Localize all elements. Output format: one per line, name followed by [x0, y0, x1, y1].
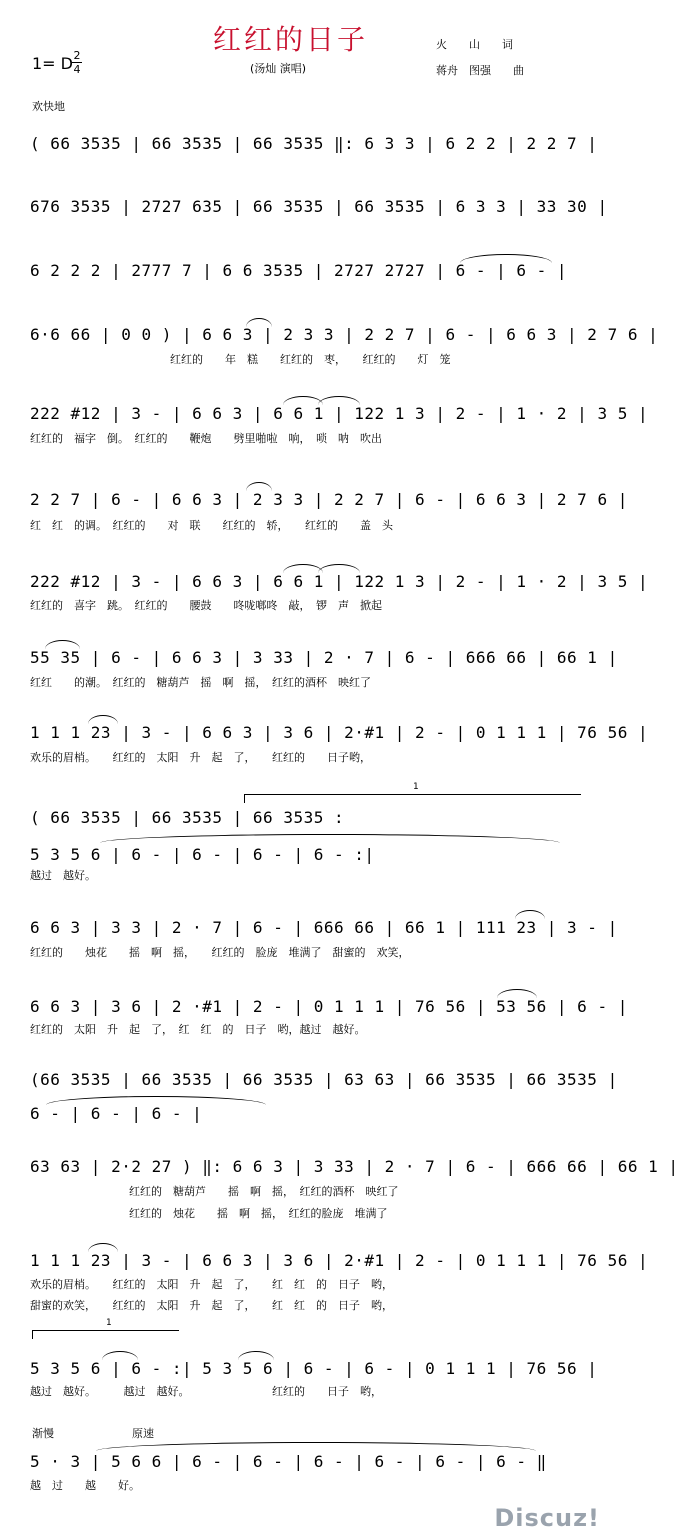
tie: [46, 1096, 266, 1105]
slur: [246, 318, 272, 327]
score-line-9: 1 1 1 23 | 3 - | 6 6 3 | 3 6 | 2·#1 | 2 - | 0 1 1 1 | 76 56 |: [30, 723, 649, 742]
score-line-19: 5 · 3 | 5 6 6 | 6 - | 6 - | 6 - | 6 - | 6 - | 6 - ‖: [30, 1452, 547, 1471]
lyric-line-16a: 红红的 糖葫芦 摇 啊 摇， 红红的酒杯 映红了: [30, 1185, 399, 1198]
score-line-18: 5 3 5 6 | 6 - :| 5 3 5 6 | 6 - | 6 - | 0 1 1 1 | 76 56 |: [30, 1359, 598, 1378]
score-line-16: 63 63 | 2·2 27 ) ‖: 6 6 3 | 3 33 | 2 · 7 | 6 - | 666 66 | 66 1 |: [30, 1157, 679, 1176]
slur: [515, 910, 545, 919]
lyric-line-9: 欢乐的眉梢。 红红的 太阳 升 起 了， 红红的 日子哟，: [30, 751, 371, 764]
lyric-line-6: 红 红 的调。 红红的 对 联 红红的 轿， 红红的 盖 头: [30, 519, 393, 532]
score-line-2: 676 3535 | 2727 635 | 66 3535 | 66 3535 | 6 3 3 | 33 30 |: [30, 197, 608, 216]
volta-bracket: [244, 782, 581, 803]
lyric-line-17a: 欢乐的眉梢。 红红的 太阳 升 起 了， 红 红 的 日子 哟，: [30, 1278, 393, 1291]
lyric-line-8: 红红 的潮。 红红的 糖葫芦 摇 啊 摇， 红红的酒杯 映红了: [30, 676, 371, 689]
score-line-17: 1 1 1 23 | 3 - | 6 6 3 | 3 6 | 2·#1 | 2 - | 0 1 1 1 | 76 56 |: [30, 1251, 649, 1270]
slur: [283, 564, 323, 573]
score-line-4: 6·6 66 | 0 0 ) | 6 6 3 | 2 3 3 | 2 2 7 | 6 - | 6 6 3 | 2 7 6 |: [30, 325, 659, 344]
volta-number: 1: [106, 1318, 112, 1328]
score-line-14: (66 3535 | 66 3535 | 66 3535 | 63 63 | 66 3535 | 66 3535 |: [30, 1070, 618, 1089]
score-line-11: 5 3 5 6 | 6 - | 6 - | 6 - | 6 - :|: [30, 845, 375, 864]
lyricist: 火 山 词: [436, 38, 513, 51]
lyric-line-5: 红红的 福字 倒。 红红的 鞭炮 劈里啪啦 响， 唢 呐 吹出: [30, 432, 382, 445]
lyric-line-13: 红红的 太阳 升 起 了， 红 红 的 日子 哟，越过 越好。: [30, 1023, 366, 1036]
composer: 蒋舟 图强 曲: [436, 64, 524, 77]
score-line-3: 6 2 2 2 | 2777 7 | 6 6 3535 | 2727 2727 | 6 - | 6 - |: [30, 261, 568, 280]
song-title: 红红的日子: [213, 23, 369, 56]
lyric-line-16b: 红红的 烛花 摇 啊 摇， 红红的脸庞 堆满了: [30, 1207, 388, 1220]
volta-number: 1: [413, 782, 419, 792]
performer: (汤灿 演唱): [250, 62, 307, 75]
slur: [318, 564, 360, 573]
score-line-10: ( 66 3535 | 66 3535 | 66 3535 :: [30, 808, 345, 827]
lyric-line-4: 红红的 年 糕 红红的 枣， 红红的 灯 笼: [170, 353, 451, 366]
key-signature: 1= D: [32, 54, 73, 73]
watermark: Discuz!: [494, 1504, 600, 1532]
lyric-line-12: 红红的 烛花 摇 啊 摇， 红红的 脸庞 堆满了 甜蜜的 欢笑，: [30, 946, 410, 959]
score-line-6: 2 2 7 | 6 - | 6 6 3 | 2 3 3 | 2 2 7 | 6 - | 6 6 3 | 2 7 6 |: [30, 490, 628, 509]
score-line-5: 222 #12 | 3 - | 6 6 3 | 6 6 1 | 122 1 3 | 2 - | 1 · 2 | 3 5 |: [30, 404, 649, 423]
time-top: 2: [73, 49, 81, 62]
slur: [497, 989, 537, 998]
time-bottom: 4: [73, 63, 81, 76]
a-tempo-marking: 原速: [132, 1427, 154, 1440]
slur: [460, 254, 552, 263]
score-line-13: 6 6 3 | 3 6 | 2 ·#1 | 2 - | 0 1 1 1 | 76 56 | 53 56 | 6 - |: [30, 997, 628, 1016]
slur: [102, 1351, 138, 1360]
score-line-7: 222 #12 | 3 - | 6 6 3 | 6 6 1 | 122 1 3 | 2 - | 1 · 2 | 3 5 |: [30, 572, 649, 591]
slur: [283, 396, 323, 405]
score-line-1: ( 66 3535 | 66 3535 | 66 3535 ‖: 6 3 3 | 6 2 2 | 2 2 7 |: [30, 134, 598, 153]
tie: [100, 834, 560, 843]
lyric-line-19: 越 过 越 好。: [30, 1479, 140, 1492]
lyric-line-17b: 甜蜜的欢笑， 红红的 太阳 升 起 了， 红 红 的 日子 哟，: [30, 1299, 393, 1312]
time-signature: [72, 50, 82, 75]
score-line-8: 55 35 | 6 - | 6 6 3 | 3 33 | 2 · 7 | 6 - | 666 66 | 66 1 |: [30, 648, 618, 667]
slur: [246, 482, 272, 491]
score-line-15: 6 - | 6 - | 6 - |: [30, 1104, 203, 1123]
slur: [238, 1351, 274, 1360]
volta-bracket: [32, 1318, 179, 1339]
lyric-line-7: 红红的 喜字 跳。 红红的 腰鼓 咚咙啷咚 敲， 锣 声 掀起: [30, 599, 382, 612]
tie: [96, 1442, 536, 1451]
tempo-marking: 欢快地: [32, 100, 65, 113]
rit-marking: 渐慢: [32, 1427, 54, 1440]
score-line-12: 6 6 3 | 3 3 | 2 · 7 | 6 - | 666 66 | 66 1 | 111 23 | 3 - |: [30, 918, 618, 937]
slur: [45, 640, 80, 649]
slur: [88, 1243, 118, 1252]
slur: [88, 715, 118, 724]
slur: [318, 396, 360, 405]
lyric-line-11: 越过 越好。: [30, 869, 96, 882]
lyric-line-18: 越过 越好。 越过 越好。 红红的 日子 哟，: [30, 1385, 382, 1398]
